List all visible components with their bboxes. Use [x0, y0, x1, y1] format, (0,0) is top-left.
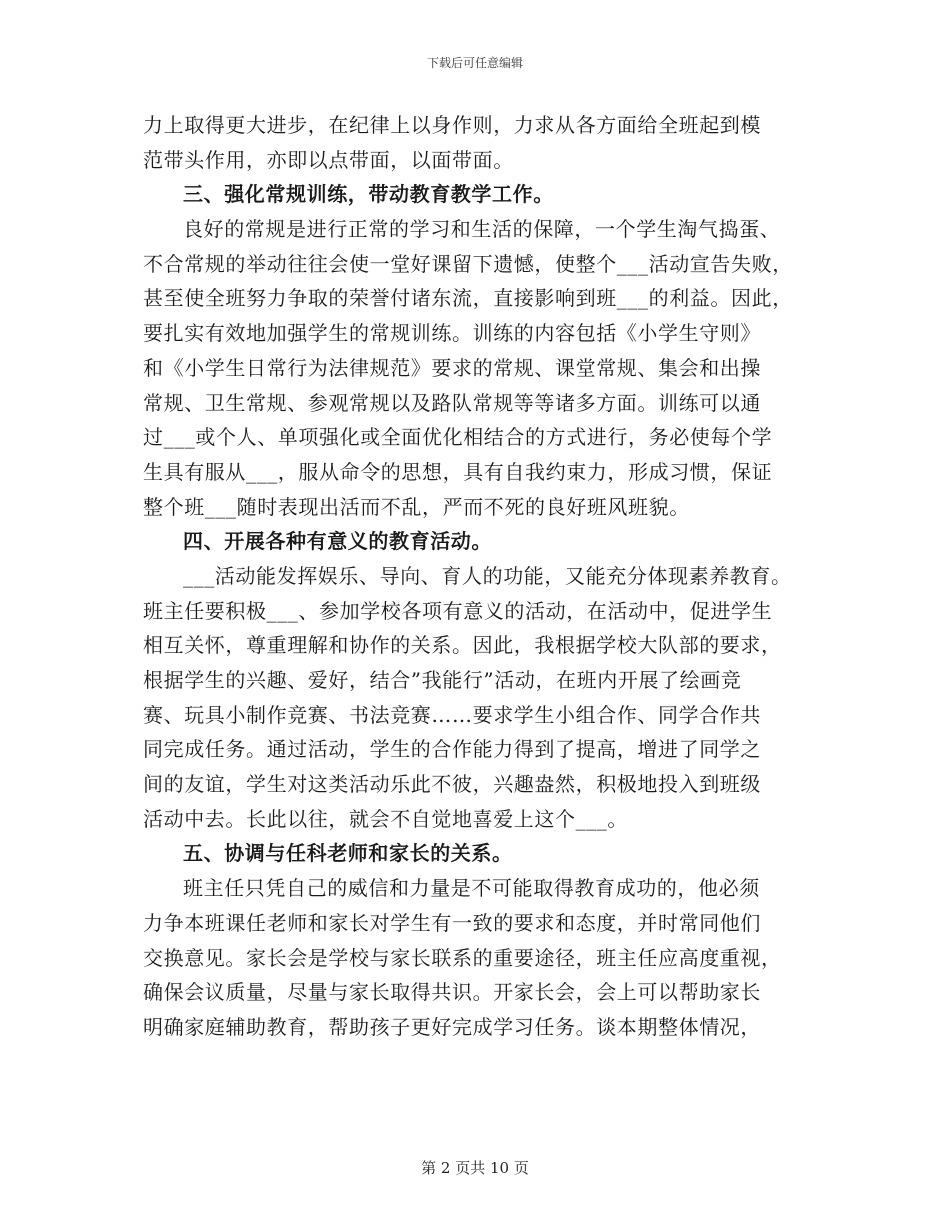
text-line-23: 班主任只凭自己的威信和力量是不可能取得教育成功的，他必须 — [183, 876, 760, 901]
text-line-4: 良好的常规是进行正常的学习和生活的保障，一个学生淘气捣蛋、 — [183, 217, 781, 242]
section-heading-5: 五、协调与任科老师和家长的关系。 — [183, 841, 513, 866]
text-line-26: 确保会议质量，尽量与家长取得共识。开家长会，会上可以帮助家长 — [143, 980, 761, 1005]
text-line-6: 甚至使全班努力争取的荣誉付诸东流，直接影响到班___的利益。因此， — [143, 286, 793, 311]
text-line-2: 范带头作用，亦即以点带面，以面带面。 — [143, 147, 514, 172]
text-line-8: 和《小学生日常行为法律规范》要求的常规、课堂常规、集会和出操 — [143, 355, 761, 380]
text-line-17: 根据学生的兴趣、爱好，结合”我能行”活动，在班内开展了绘画竞 — [143, 668, 742, 692]
text-line-19: 同完成任务。通过活动，学生的合作能力得到了提高，增进了同学之 — [143, 737, 761, 762]
text-line-24: 力争本班课任老师和家长对学生有一致的要求和态度，并时常同他们 — [143, 910, 761, 935]
page-footer: 第 2 页共 10 页 — [421, 1159, 529, 1177]
text-line-5: 不合常规的举动往往会使一堂好课留下遗憾，使整个___活动宣告失败， — [143, 251, 793, 276]
text-line-21: 活动中去。长此以往，就会不自觉地喜爱上这个___。 — [143, 806, 628, 831]
text-line-14: ___活动能发挥娱乐、导向、育人的功能，又能充分体现素养教育。 — [183, 563, 792, 588]
text-line-16: 相互关怀，尊重理解和协作的关系。因此，我根据学校大队部的要求， — [143, 633, 782, 658]
text-line-12: 整个班___随时表现出活而不乱，严而不死的良好班风班貌。 — [143, 494, 690, 519]
text-line-10: 过___或个人、单项强化或全面优化相结合的方式进行，务必使每个学 — [143, 425, 773, 450]
document-body — [143, 108, 843, 1045]
text-line-15: 班主任要积极___、参加学校各项有意义的活动，在活动中，促进学生 — [143, 598, 773, 623]
text-line-11: 生具有服从___，服从命令的思想，具有自我约束力，形成习惯，保证 — [143, 459, 773, 484]
text-line-9: 常规、卫生常规、参观常规以及路队常规等等诸多方面。训练可以通 — [143, 390, 761, 415]
section-heading-4: 四、开展各种有意义的教育活动。 — [183, 529, 492, 554]
text-line-25: 交换意见。家长会是学校与家长联系的重要途径，班主任应高度重视， — [143, 945, 782, 970]
section-heading-3: 三、强化常规训练，带动教育教学工作。 — [183, 182, 554, 207]
header-note: 下载后可任意编辑 — [426, 56, 523, 70]
text-line-18: 赛、玩具小制作竞赛、书法竞赛……要求学生小组合作、同学合作共 — [143, 702, 761, 727]
text-line-20: 间的友谊，学生对这类活动乐此不彼，兴趣盎然，积极地投入到班级 — [143, 772, 761, 797]
text-line-1: 力上取得更大进步，在纪律上以身作则，力求从各方面给全班起到模 — [143, 113, 761, 137]
text-line-7: 要扎实有效地加强学生的常规训练。训练的内容包括《小学生守则》 — [143, 321, 761, 346]
text-line-27: 明确家庭辅助教育，帮助孩子更好完成学习任务。谈本期整体情况， — [143, 1014, 761, 1039]
